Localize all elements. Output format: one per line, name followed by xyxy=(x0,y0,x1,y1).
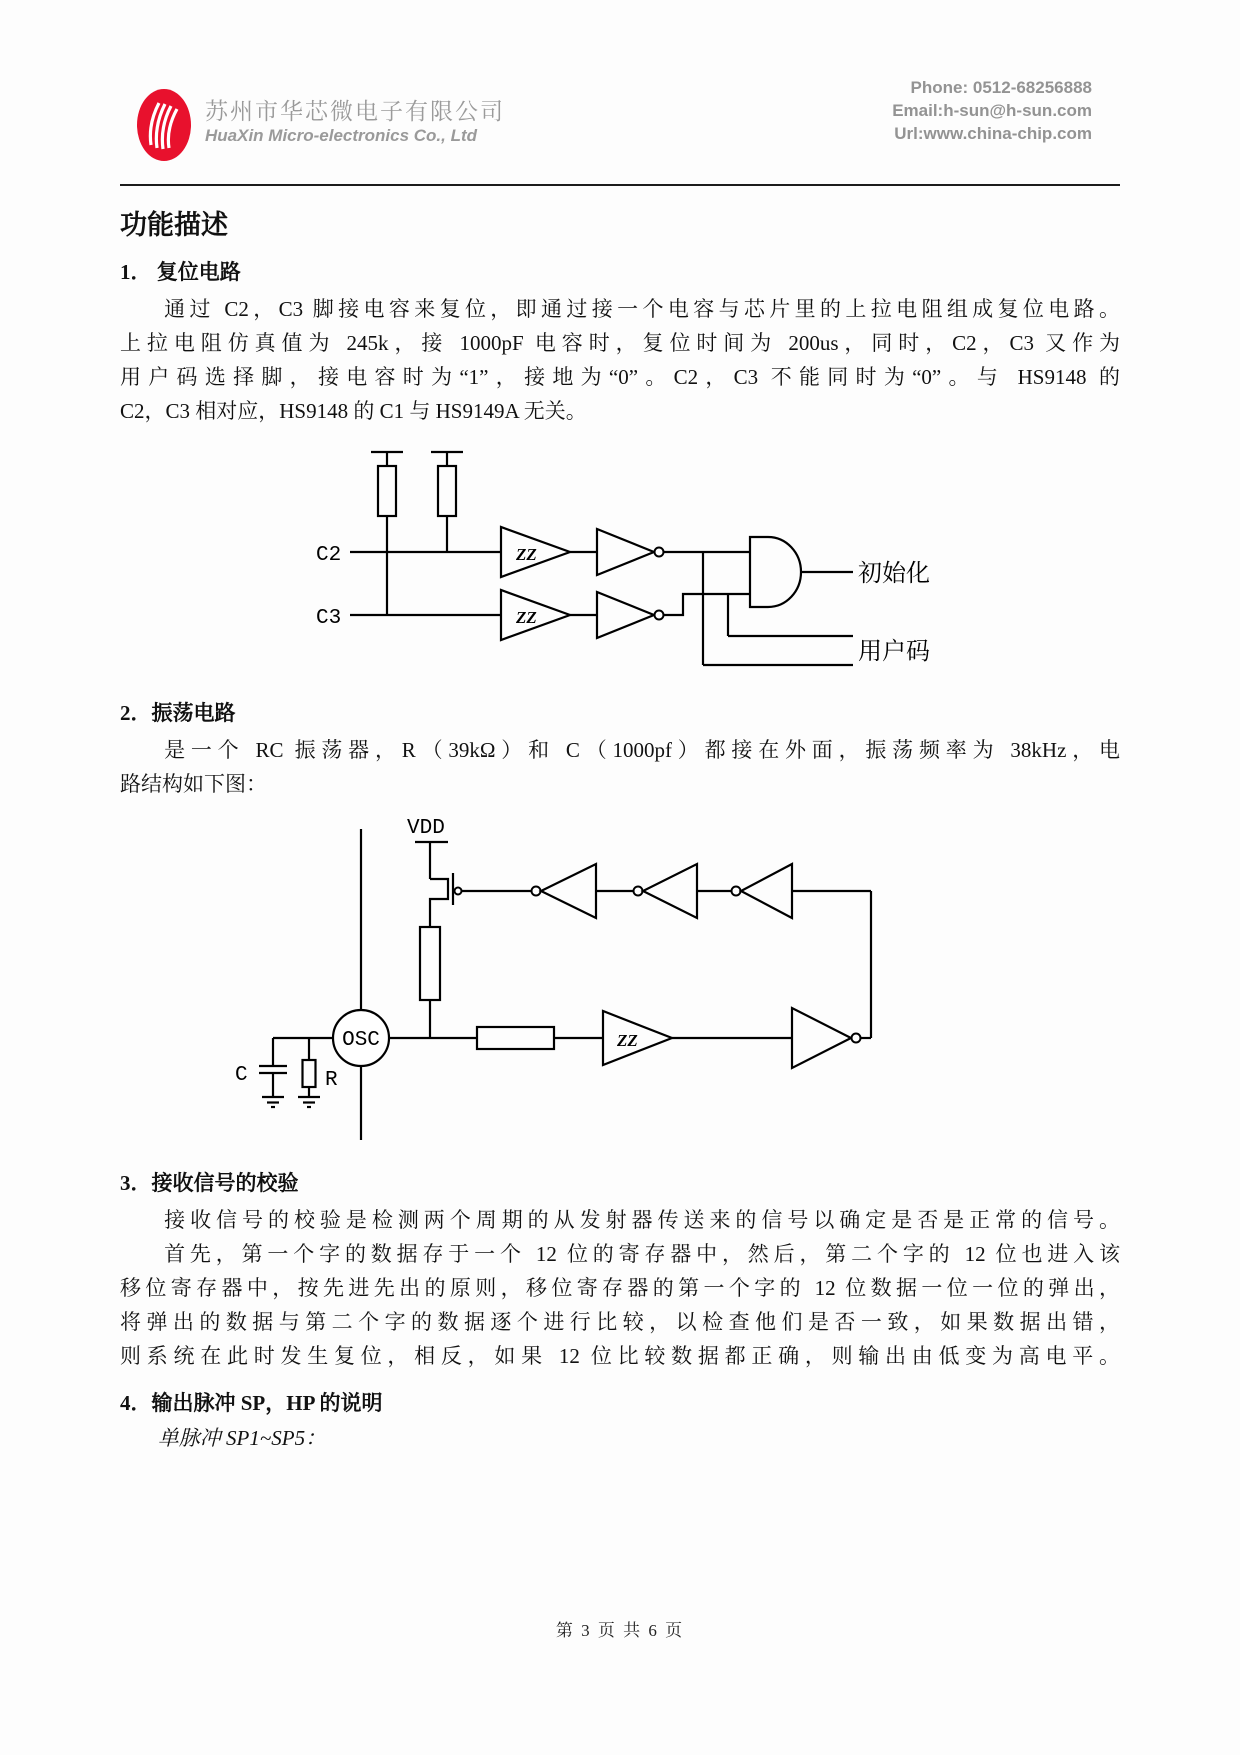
section3-paragraph-1 xyxy=(120,1203,1120,1237)
company-name-block xyxy=(205,98,505,146)
page-content xyxy=(0,78,1240,1455)
oscillator-circuit-diagram xyxy=(215,813,1120,1153)
internal-resistor xyxy=(420,927,440,1038)
output-inverter-icon xyxy=(792,1008,851,1068)
output-inverter-bubble xyxy=(852,1034,861,1043)
usercode-output-label: 用户码 xyxy=(858,639,930,665)
text-line: 是一个 RC 振荡器，R（39kΩ）和 C（1000pf）都接在外面，振荡频率为 38kHz，电 xyxy=(164,738,1120,762)
resistor-label: R xyxy=(325,1069,338,1092)
reset-circuit-svg xyxy=(270,444,960,678)
ground-icon-resistor xyxy=(298,1097,320,1107)
section1-paragraph xyxy=(120,292,1120,428)
page-header xyxy=(120,78,1120,186)
text-line: 将弹出的数据与第二个字的数据逐个进行比较，以检查他们是否一致，如果数据出错， xyxy=(120,1310,1120,1334)
ground-icon-capacitor xyxy=(262,1097,284,1107)
contact-email: Email:h-sun@h-sun.com xyxy=(892,101,1092,120)
hysteresis-mark-1: ZZ xyxy=(516,545,537,564)
pullup-resistor-2 xyxy=(431,452,463,552)
text-line: C2，C3 相对应，HS9148 的 C1 与 HS9149A 无关。 xyxy=(120,399,587,423)
c2-pin-label: C2 xyxy=(316,544,342,567)
chain-inverter-2-icon xyxy=(643,864,697,918)
text-line: 接收信号的校验是检测两个周期的从发射器传送来的信号以确定是否是正常的信号。 xyxy=(164,1208,1120,1232)
company-name-cn: 苏州市华芯微电子有限公司 xyxy=(205,98,505,124)
section3-paragraph-2 xyxy=(120,1237,1120,1373)
page-title: 功能描述 xyxy=(120,210,228,240)
section4-subline: 单脉冲 SP1~SP5： xyxy=(157,1426,327,1450)
c3-pin-label: C3 xyxy=(316,607,342,630)
capacitor-label: C xyxy=(235,1064,248,1087)
company-logo-icon xyxy=(136,88,192,162)
external-resistor xyxy=(303,1038,316,1097)
text-line: 移位寄存器中，按先进先出的原则，移位寄存器的第一个字的 12 位数据一位一位的弹出， xyxy=(120,1276,1120,1300)
text-line: 上拉电阻仿真值为 245k，接 1000pF 电容时，复位时间为 200us，同时，C2，C3 又作为 xyxy=(120,331,1120,355)
osc-label: OSC xyxy=(342,1029,380,1052)
contact-phone: Phone: 0512-68256888 xyxy=(910,78,1092,97)
chain-inverter-1-icon xyxy=(541,864,596,918)
hysteresis-mark-2: ZZ xyxy=(516,608,537,627)
text-line: 首先，第一个字的数据存于一个 12 位的寄存器中，然后，第二个字的 12 位也进入该 xyxy=(164,1242,1120,1266)
inverter-2-bubble xyxy=(655,611,664,620)
vdd-label: VDD xyxy=(407,817,445,840)
section2-heading: 2．振荡电路 xyxy=(120,701,236,725)
text-line: 则系统在此时发生复位，相反，如果 12 位比较数据都正确，则输出由低变为高电平。 xyxy=(120,1344,1120,1368)
contact-url: Url:www.china-chip.com xyxy=(894,124,1092,143)
chain-inverter-3-icon xyxy=(741,864,792,918)
page-number: 第 3 页 共 6 页 xyxy=(555,1621,685,1640)
company-name-en: HuaXin Micro-electronics Co., Ltd xyxy=(205,126,478,145)
init-output-label: 初始化 xyxy=(858,561,930,587)
section3-heading: 3．接收信号的校验 xyxy=(120,1171,299,1195)
pmos-gate-bubble xyxy=(455,888,462,895)
section1-heading: 1． 复位电路 xyxy=(120,260,241,284)
inverter-1-icon xyxy=(597,529,654,575)
reset-circuit-diagram xyxy=(270,444,1120,683)
inverter-2-icon xyxy=(597,592,654,638)
hysteresis-mark: ZZ xyxy=(617,1031,638,1050)
text-line: 用户码选择脚，接电容时为“1”，接地为“0”。C2，C3 不能同时为“0”。与 HS9148 的 xyxy=(120,365,1120,389)
pmos-transistor-icon xyxy=(430,879,448,927)
section2-paragraph xyxy=(120,733,1120,801)
contact-block xyxy=(892,76,1092,145)
inverter-1-bubble xyxy=(655,548,664,557)
section4-heading: 4．输出脉冲 SP，HP 的说明 xyxy=(120,1391,383,1415)
and-gate-icon xyxy=(750,537,801,607)
text-line: 通过 C2，C3 脚接电容来复位，即通过接一个电容与芯片里的上拉电阻组成复位电路。 xyxy=(164,297,1120,321)
series-resistor xyxy=(477,1027,554,1049)
step-wire xyxy=(664,594,751,615)
pullup-resistor-1 xyxy=(371,452,403,615)
oscillator-circuit-svg xyxy=(215,813,880,1148)
vdd-rail xyxy=(415,842,448,879)
text-line: 路结构如下图： xyxy=(120,772,267,796)
external-capacitor xyxy=(259,1038,287,1097)
